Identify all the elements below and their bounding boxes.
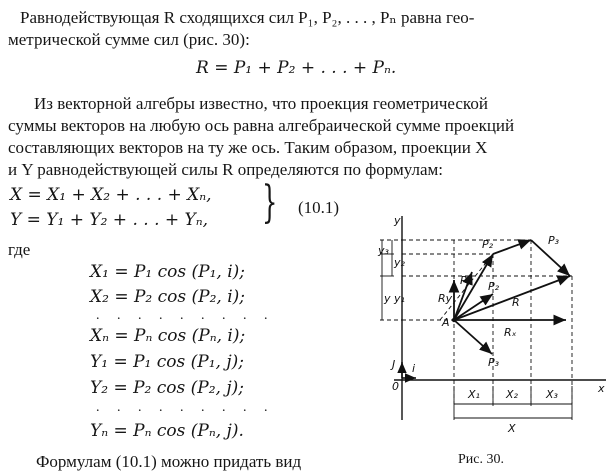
formula-xn: Xₙ = Pₙ cos (Pₙ, i); <box>90 326 246 346</box>
i-label: i <box>412 362 416 375</box>
point-a-dot <box>452 318 456 322</box>
where-label: где <box>8 240 31 259</box>
paragraph2-line2: суммы векторов на любую ось равна алгебраической сумме проекций <box>8 116 515 135</box>
figure-30-diagram <box>380 214 610 440</box>
formula-yn: Yₙ = Pₙ cos (Pₙ, j). <box>90 421 244 441</box>
paragraph2-line4: и Y равнодействующей силы R определяются по формулам: <box>8 160 443 179</box>
equation-number: (10.1) <box>298 198 340 217</box>
system-eq-x: X = X₁ + X₂ + . . . + Xₙ, <box>10 185 212 205</box>
y-total-label: y <box>384 292 391 305</box>
formula-x1: X₁ = P₁ cos (P₁, i); <box>90 262 246 282</box>
formula-y2: Y₂ = P₂ cos (P₂, j); <box>90 378 244 398</box>
y1-label: y₁ <box>394 292 405 305</box>
origin-label: 0 <box>392 380 399 393</box>
figure-caption: Рис. 30. <box>458 452 504 467</box>
p3-top-label: P₃ <box>548 234 560 247</box>
j-label: J <box>392 358 396 371</box>
x3-label: X₃ <box>546 388 558 401</box>
x2-label: X₂ <box>506 388 518 401</box>
x1-label: X₁ <box>468 388 480 401</box>
closing-line: Формулам (10.1) можно придать вид <box>36 452 302 471</box>
brace-symbol: } <box>262 177 278 228</box>
resultant-equation: R = P₁ + P₂ + . . . + Pₙ. <box>196 58 397 78</box>
paragraph1-line2: метрической сумме сил (рис. 30): <box>8 30 250 49</box>
x-total-label: X <box>508 422 516 435</box>
x-axis-label: x <box>598 382 605 395</box>
paragraph2-line3: составляющих векторов на ту же ось. Таким образом, проекции X <box>8 138 488 157</box>
r-label: R <box>512 296 520 309</box>
paragraph1-line1: Равнодействующая R сходящихся сил P₁, P₂, . . . , Pₙ равна гео- <box>20 8 475 27</box>
p2-top-label: P₂ <box>482 238 494 251</box>
ry-label: Ry <box>438 292 453 305</box>
system-eq-y: Y = Y₁ + Y₂ + . . . + Yₙ, <box>10 210 209 230</box>
y2-label: y₂ <box>394 256 405 269</box>
y-axis-label: y <box>394 214 401 227</box>
formula-x2: X₂ = P₂ cos (P₂, i); <box>90 287 246 307</box>
paragraph2-line1: Из векторной алгебры известно, что проекция геометрической <box>34 94 488 113</box>
p1-label: P₁ <box>460 274 472 287</box>
y3-label: y₃ <box>378 244 389 257</box>
point-a-label: A <box>442 316 450 329</box>
ellipsis-row-2: . . . . . . . . . <box>96 400 275 415</box>
rx-label: Rₓ <box>504 326 517 339</box>
formula-y1: Y₁ = P₁ cos (P₁, j); <box>90 352 244 372</box>
ellipsis-row-1: . . . . . . . . . <box>96 308 275 323</box>
p3-label: P₃ <box>488 356 500 369</box>
p2-label: P₂ <box>488 280 500 293</box>
